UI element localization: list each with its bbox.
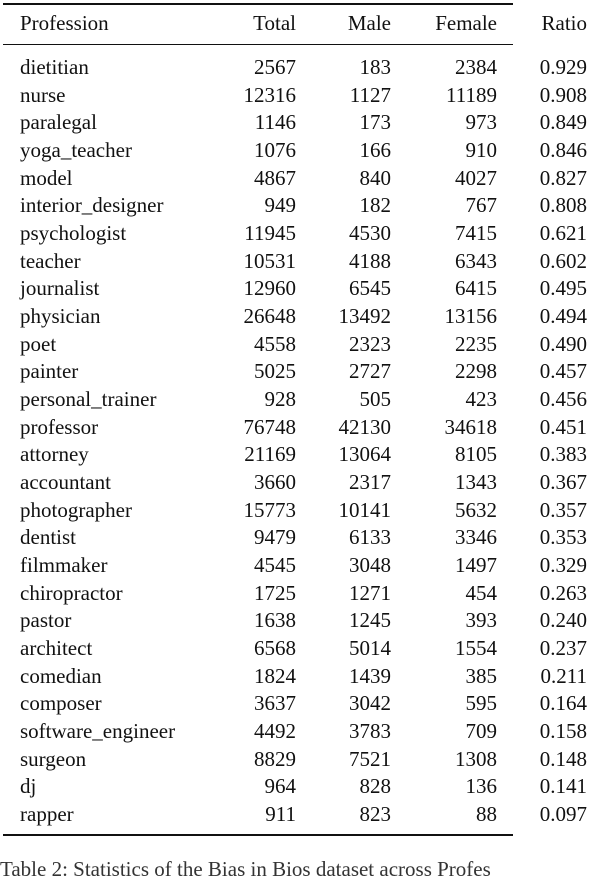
cell-male: 1245 — [349, 608, 391, 633]
cell-total: 3660 — [254, 470, 296, 495]
table-row — [0, 635, 606, 663]
cell-ratio: 0.849 — [539, 110, 587, 135]
cell-female: 393 — [465, 608, 497, 633]
header-total: Total — [253, 11, 296, 35]
table-row — [0, 552, 606, 580]
table-top-rule — [3, 3, 513, 5]
cell-total: 9479 — [254, 525, 296, 550]
table-row — [0, 275, 606, 303]
cell-ratio: 0.451 — [539, 414, 587, 439]
cell-ratio: 0.490 — [539, 331, 587, 356]
cell-profession: personal_trainer — [20, 387, 157, 412]
cell-profession: poet — [20, 331, 57, 356]
cell-female: 136 — [465, 774, 497, 799]
table-row — [0, 220, 606, 248]
table-row — [0, 54, 606, 82]
cell-total: 12960 — [243, 276, 296, 301]
table-row — [0, 414, 606, 442]
cell-male: 840 — [359, 165, 391, 190]
cell-total: 1146 — [254, 110, 296, 135]
cell-total: 911 — [265, 802, 296, 827]
cell-total: 4492 — [254, 719, 296, 744]
cell-female: 2384 — [455, 55, 497, 79]
cell-profession: filmmaker — [20, 553, 108, 578]
cell-total: 26648 — [243, 304, 296, 329]
cell-profession: interior_designer — [20, 193, 164, 218]
cell-profession: software_engineer — [20, 719, 176, 744]
cell-male: 5014 — [349, 636, 391, 661]
cell-total: 928 — [264, 387, 296, 412]
cell-total: 1638 — [254, 608, 296, 633]
table-header-row — [0, 10, 606, 38]
cell-total: 6568 — [254, 636, 296, 661]
cell-male: 828 — [359, 774, 391, 799]
table-row — [0, 580, 606, 608]
table-row — [0, 386, 606, 414]
cell-male: 3783 — [349, 719, 391, 744]
cell-ratio: 0.495 — [539, 276, 587, 301]
cell-male: 1271 — [349, 580, 391, 605]
cell-profession: journalist — [20, 276, 100, 301]
table-row — [0, 690, 606, 718]
cell-female: 11189 — [446, 82, 497, 107]
cell-ratio: 0.846 — [539, 138, 587, 162]
cell-total: 2567 — [254, 55, 296, 79]
table-row — [0, 82, 606, 110]
cell-female: 6415 — [455, 276, 497, 301]
cell-profession: chiropractor — [20, 580, 123, 605]
cell-male: 6545 — [349, 276, 391, 301]
cell-male: 13064 — [338, 442, 391, 467]
cell-male: 4188 — [349, 248, 391, 273]
cell-ratio: 0.494 — [539, 304, 587, 329]
cell-ratio: 0.141 — [539, 774, 587, 799]
cell-male: 182 — [359, 193, 391, 218]
cell-total: 8829 — [254, 746, 296, 771]
cell-ratio: 0.353 — [539, 525, 587, 550]
cell-ratio: 0.263 — [539, 580, 587, 605]
cell-female: 910 — [465, 138, 497, 162]
header-male: Male — [347, 11, 391, 35]
table-bottom-rule — [3, 834, 513, 836]
cell-profession: dj — [20, 774, 37, 799]
cell-profession: paralegal — [20, 110, 97, 135]
cell-profession: psychologist — [20, 221, 127, 246]
cell-total: 4558 — [254, 331, 296, 356]
cell-total: 964 — [264, 774, 296, 799]
table-row — [0, 137, 606, 165]
cell-profession: rapper — [20, 802, 74, 827]
cell-male: 6133 — [349, 525, 391, 550]
cell-male: 1439 — [349, 663, 391, 688]
header-ratio: Ratio — [541, 11, 587, 35]
cell-female: 2298 — [455, 359, 497, 384]
cell-ratio: 0.158 — [539, 719, 587, 744]
cell-female: 767 — [465, 193, 497, 218]
table-header-rule — [3, 44, 513, 45]
cell-total: 4867 — [254, 165, 296, 190]
cell-profession: composer — [20, 691, 102, 716]
cell-profession: attorney — [20, 442, 89, 467]
cell-ratio: 0.827 — [539, 165, 587, 190]
cell-profession: dietitian — [20, 55, 89, 79]
cell-female: 385 — [465, 663, 497, 688]
cell-ratio: 0.908 — [539, 82, 587, 107]
cell-female: 1497 — [455, 553, 497, 578]
cell-female: 1554 — [455, 636, 497, 661]
table-row — [0, 441, 606, 469]
cell-male: 13492 — [338, 304, 391, 329]
cell-profession: photographer — [20, 497, 132, 522]
cell-ratio: 0.164 — [539, 691, 587, 716]
cell-ratio: 0.929 — [539, 55, 587, 79]
cell-male: 1127 — [349, 82, 391, 107]
table-row — [0, 303, 606, 331]
table-row — [0, 331, 606, 359]
cell-ratio: 0.457 — [539, 359, 587, 384]
cell-female: 13156 — [444, 304, 497, 329]
cell-profession: physician — [20, 304, 101, 329]
cell-male: 166 — [359, 138, 391, 162]
cell-female: 7415 — [455, 221, 497, 246]
table-caption: Table 2: Statistics of the Bias in Bios dataset across Profes — [0, 857, 491, 881]
cell-total: 5025 — [254, 359, 296, 384]
cell-female: 1308 — [455, 746, 497, 771]
cell-profession: architect — [20, 636, 93, 661]
cell-profession: yoga_teacher — [20, 138, 132, 162]
cell-profession: comedian — [20, 663, 102, 688]
cell-male: 173 — [359, 110, 391, 135]
table-row — [0, 192, 606, 220]
cell-profession: pastor — [20, 608, 72, 633]
table-row — [0, 248, 606, 276]
table-row — [0, 607, 606, 635]
cell-ratio: 0.097 — [539, 802, 587, 827]
cell-ratio: 0.329 — [539, 553, 587, 578]
cell-male: 10141 — [338, 497, 391, 522]
cell-profession: professor — [20, 414, 99, 439]
cell-ratio: 0.237 — [539, 636, 587, 661]
cell-male: 2317 — [349, 470, 391, 495]
table-row — [0, 746, 606, 774]
cell-total: 949 — [264, 193, 296, 218]
cell-ratio: 0.621 — [539, 221, 587, 246]
cell-ratio: 0.211 — [540, 663, 587, 688]
header-female: Female — [435, 11, 497, 35]
cell-male: 823 — [359, 802, 391, 827]
cell-total: 1824 — [254, 663, 296, 688]
cell-total: 15773 — [243, 497, 296, 522]
cell-female: 595 — [465, 691, 497, 716]
cell-female: 6343 — [455, 248, 497, 273]
cell-profession: nurse — [20, 82, 66, 107]
cell-total: 1076 — [254, 138, 296, 162]
cell-male: 2727 — [349, 359, 391, 384]
cell-total: 10531 — [243, 248, 296, 273]
cell-female: 973 — [465, 110, 497, 135]
cell-female: 3346 — [455, 525, 497, 550]
table-row — [0, 165, 606, 193]
table-row — [0, 109, 606, 137]
cell-male: 2323 — [349, 331, 391, 356]
cell-female: 5632 — [455, 497, 497, 522]
cell-ratio: 0.383 — [539, 442, 587, 467]
cell-ratio: 0.367 — [539, 470, 587, 495]
cell-ratio: 0.240 — [539, 608, 587, 633]
cell-female: 2235 — [455, 331, 497, 356]
cell-ratio: 0.148 — [539, 746, 587, 771]
cell-ratio: 0.808 — [539, 193, 587, 218]
cell-male: 183 — [359, 55, 391, 79]
cell-ratio: 0.602 — [539, 248, 587, 273]
cell-female: 34618 — [444, 414, 497, 439]
cell-ratio: 0.456 — [539, 387, 587, 412]
cell-ratio: 0.357 — [539, 497, 587, 522]
cell-female: 1343 — [455, 470, 497, 495]
cell-female: 709 — [465, 719, 497, 744]
cell-male: 42130 — [338, 414, 391, 439]
cell-profession: dentist — [20, 525, 76, 550]
table-row — [0, 773, 606, 801]
table-row — [0, 497, 606, 525]
cell-profession: teacher — [20, 248, 81, 273]
table-row — [0, 718, 606, 746]
cell-female: 8105 — [455, 442, 497, 467]
cell-female: 454 — [465, 580, 497, 605]
cell-profession: surgeon — [20, 746, 87, 771]
cell-profession: accountant — [20, 470, 111, 495]
table-row — [0, 469, 606, 497]
table-row — [0, 358, 606, 386]
cell-total: 11945 — [244, 221, 296, 246]
cell-female: 4027 — [455, 165, 497, 190]
cell-total: 76748 — [243, 414, 296, 439]
cell-male: 4530 — [349, 221, 391, 246]
table-row — [0, 524, 606, 552]
cell-total: 21169 — [244, 442, 296, 467]
cell-total: 3637 — [254, 691, 296, 716]
cell-profession: model — [20, 165, 73, 190]
cell-female: 88 — [476, 802, 497, 827]
cell-total: 12316 — [243, 82, 296, 107]
table-row — [0, 801, 606, 829]
cell-profession: painter — [20, 359, 79, 384]
cell-total: 1725 — [254, 580, 296, 605]
table-row — [0, 663, 606, 691]
cell-total: 4545 — [254, 553, 296, 578]
cell-male: 7521 — [349, 746, 391, 771]
cell-male: 3042 — [349, 691, 391, 716]
cell-male: 505 — [359, 387, 391, 412]
cell-female: 423 — [465, 387, 497, 412]
cell-male: 3048 — [349, 553, 391, 578]
header-profession: Profession — [20, 11, 109, 35]
